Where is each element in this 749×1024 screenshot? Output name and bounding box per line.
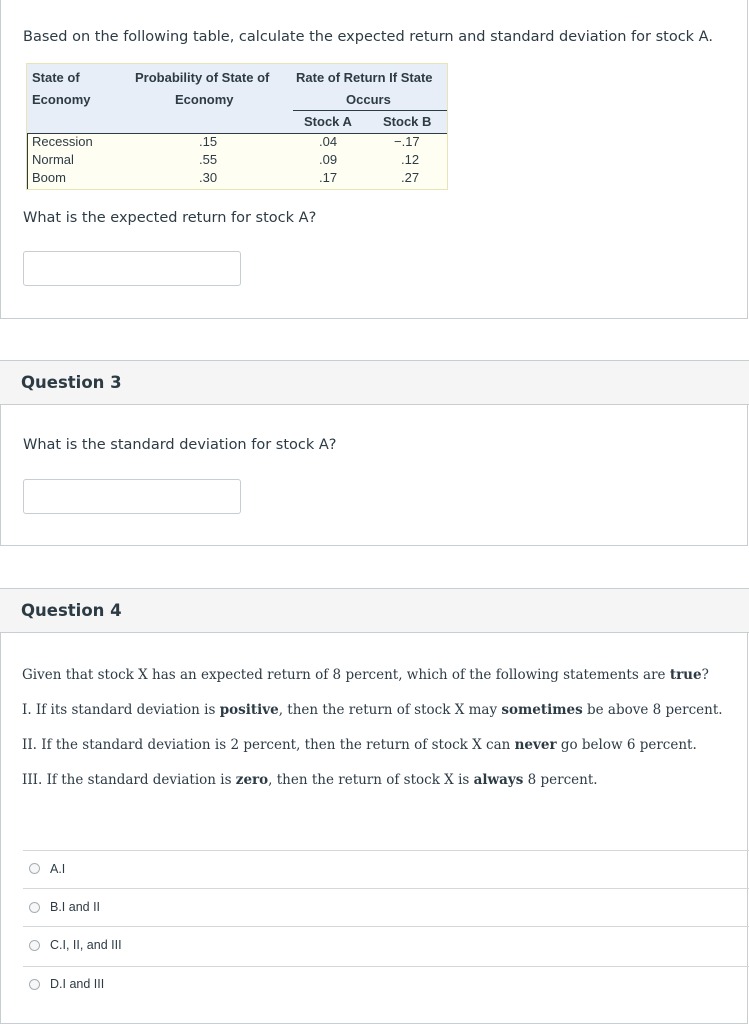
question-3-header [0, 360, 749, 405]
header-return-line2: Occurs [346, 92, 391, 107]
question-4-header [0, 588, 749, 633]
intro-end: ? [701, 667, 709, 683]
s3-bold: always [473, 772, 524, 788]
statement-3 [22, 772, 598, 788]
s2-bold: never [514, 737, 557, 753]
header-state-line2: Economy [32, 92, 91, 107]
s1-part: be above 8 percent. [582, 702, 723, 718]
row-stock-a: .04 [319, 134, 338, 149]
header-prob-line2: Economy [175, 92, 234, 107]
s3-part: , then the return of stock X is [268, 772, 474, 788]
row-stock-a: .09 [319, 152, 338, 167]
header-prob-line1: Probability of State of [135, 70, 270, 85]
returns-table [26, 63, 448, 190]
option-c-label[interactable]: C.I, II, and III [50, 938, 122, 952]
option-divider [23, 850, 749, 851]
s3-part: III. If the standard deviation is [22, 772, 236, 788]
row-state: Normal [32, 152, 74, 167]
standard-deviation-input[interactable] [23, 479, 241, 514]
option-b-radio[interactable] [29, 902, 40, 913]
row-prob: .30 [199, 170, 218, 185]
row-stock-b: −.17 [394, 134, 420, 149]
option-b-label[interactable]: B.I and II [50, 900, 101, 914]
occurs-underline [293, 110, 447, 111]
table-left-border [27, 133, 28, 189]
question-4-intro [22, 667, 709, 683]
s2-part: II. If the standard deviation is 2 percent, then the return of stock X can [22, 737, 515, 753]
question-4-title: Question 4 [21, 601, 122, 620]
expected-return-input[interactable] [23, 251, 241, 286]
question-2-intro: Based on the following table, calculate the expected return and standard deviation for stock A. [23, 29, 713, 45]
s2-part: go below 6 percent. [556, 737, 697, 753]
s1-part: I. If its standard deviation is [22, 702, 220, 718]
row-stock-a: .17 [319, 170, 338, 185]
option-divider [23, 926, 749, 927]
s3-part: 8 percent. [523, 772, 598, 788]
s3-bold: zero [235, 772, 269, 788]
row-state: Boom [32, 170, 66, 185]
row-prob: .55 [199, 152, 218, 167]
option-a-label[interactable]: A.I [50, 862, 66, 876]
question-3-prompt: What is the standard deviation for stock A? [23, 437, 337, 453]
intro-text: Given that stock X has an expected return of 8 percent, which of the following statements are [22, 667, 670, 683]
statement-1 [22, 702, 723, 718]
option-c-radio[interactable] [29, 940, 40, 951]
row-stock-b: .12 [401, 152, 420, 167]
statement-2 [22, 737, 697, 753]
option-d-radio[interactable] [29, 979, 40, 990]
question-3-panel [0, 405, 748, 546]
row-state: Recession [32, 134, 93, 149]
row-stock-b: .27 [401, 170, 420, 185]
question-4-panel [0, 633, 748, 1024]
question-2-prompt: What is the expected return for stock A? [23, 210, 317, 226]
option-d-label[interactable]: D.I and III [50, 977, 105, 991]
header-stock-a: Stock A [304, 114, 352, 129]
row-prob: .15 [199, 134, 218, 149]
question-2-panel [0, 0, 748, 319]
header-state-line1: State of [32, 70, 80, 85]
s1-bold: positive [219, 702, 279, 718]
option-divider [23, 888, 749, 889]
s1-bold: sometimes [501, 702, 583, 718]
option-divider [23, 966, 749, 967]
question-3-title: Question 3 [21, 373, 122, 392]
s1-part: , then the return of stock X may [278, 702, 502, 718]
option-a-radio[interactable] [29, 863, 40, 874]
header-stock-b: Stock B [383, 114, 432, 129]
intro-bold: true [669, 667, 702, 683]
header-return-line1: Rate of Return If State [296, 70, 433, 85]
